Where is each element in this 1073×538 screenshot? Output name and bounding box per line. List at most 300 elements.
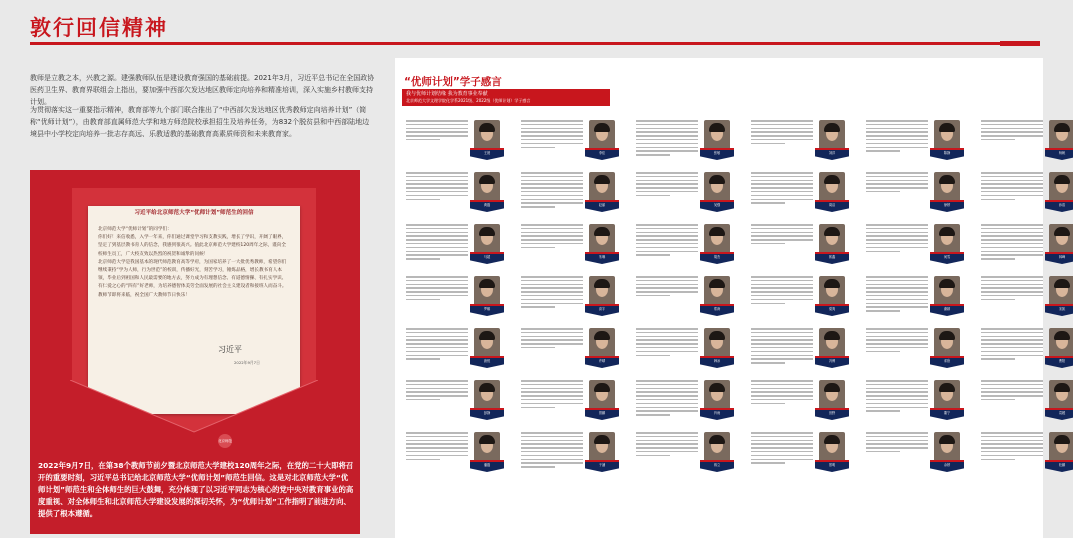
testimonial-title: “优师计划”学子感言: [404, 76, 502, 88]
text-line: [521, 247, 555, 249]
text-line: [521, 239, 583, 241]
text-line: [521, 303, 583, 305]
text-line: [751, 191, 813, 193]
testimonial-text: [751, 276, 813, 306]
text-line: [751, 391, 813, 393]
student-name: 梁爽: [828, 307, 836, 311]
text-line: [521, 347, 555, 349]
text-line: [981, 351, 1043, 353]
text-line: [406, 276, 468, 278]
text-line: [406, 459, 440, 461]
text-line: [636, 187, 698, 189]
text-line: [751, 455, 813, 457]
student-name: 许晴: [598, 359, 606, 363]
student-card: [634, 430, 752, 482]
student-card: [749, 222, 867, 274]
text-line: [981, 395, 1043, 397]
text-line: [866, 303, 928, 305]
letter-date: 2022年9月7日: [234, 360, 260, 365]
student-card: [404, 274, 522, 326]
text-line: [521, 143, 583, 145]
text-line: [866, 176, 928, 178]
text-line: [636, 276, 698, 278]
photo-hair: [709, 331, 725, 340]
text-line: [866, 391, 928, 393]
text-line: [981, 343, 1043, 345]
text-line: [636, 443, 698, 445]
text-line: [636, 432, 698, 434]
text-line: [636, 384, 698, 386]
testimonial-text: [521, 328, 583, 351]
student-photo: [589, 432, 615, 462]
photo-hair: [709, 227, 725, 236]
text-line: [981, 128, 1043, 130]
text-line: [406, 251, 468, 253]
photo-hair: [594, 435, 610, 444]
testimonial-text: [406, 328, 468, 362]
text-line: [406, 436, 468, 438]
text-line: [751, 362, 785, 364]
student-name: 孙浩: [1058, 203, 1066, 207]
student-photo: [819, 120, 845, 150]
photo-hair: [479, 227, 495, 236]
testimonial-banner: [402, 89, 610, 106]
text-line: [981, 172, 1043, 174]
seal-stamp: 北京师范: [218, 434, 232, 448]
text-line: [866, 131, 928, 133]
student-photo: [589, 328, 615, 358]
student-name: 王晨: [483, 151, 491, 155]
testimonial-text: [751, 380, 813, 407]
student-card: [519, 378, 637, 430]
text-line: [521, 228, 583, 230]
photo-hair: [594, 175, 610, 184]
text-line: [521, 339, 583, 341]
text-line: [636, 339, 698, 341]
text-line: [866, 180, 928, 182]
text-line: [981, 451, 1043, 453]
text-line: [866, 172, 928, 174]
text-line: [521, 284, 583, 286]
student-name: 邓欣: [943, 359, 951, 363]
student-card: [634, 118, 752, 170]
text-line: [751, 447, 813, 449]
text-line: [981, 339, 1043, 341]
testimonial-text: [521, 172, 583, 210]
text-line: [981, 347, 1043, 349]
text-line: [751, 384, 813, 386]
student-card: [519, 170, 637, 222]
text-line: [866, 336, 928, 338]
text-line: [866, 403, 928, 405]
student-name: 曹阳: [1058, 359, 1066, 363]
text-line: [866, 339, 928, 341]
text-line: [981, 399, 1015, 401]
photo-hair: [1054, 279, 1070, 288]
text-line: [406, 343, 468, 345]
text-line: [981, 235, 1043, 237]
photo-hair: [1054, 175, 1070, 184]
text-line: [521, 191, 583, 193]
text-line: [636, 191, 698, 193]
text-line: [406, 224, 468, 226]
text-line: [406, 180, 468, 182]
testimonial-text: [981, 432, 1043, 462]
student-name: 杨帆: [1058, 151, 1066, 155]
banner-line-1: 我与优师计划结缘 我为教育事业奉献: [406, 91, 488, 97]
text-line: [406, 187, 468, 189]
student-card: [404, 326, 522, 378]
photo-hair: [1054, 123, 1070, 132]
photo-hair: [939, 279, 955, 288]
photo-hair: [709, 123, 725, 132]
text-line: [751, 124, 813, 126]
student-photo: [704, 172, 730, 202]
student-photo: [1049, 172, 1073, 202]
student-card: [979, 326, 1073, 378]
photo-hair: [709, 175, 725, 184]
student-name: 唐悦: [483, 359, 491, 363]
text-line: [981, 384, 1043, 386]
student-name: 赵丽: [598, 203, 606, 207]
student-photo: [474, 276, 500, 306]
testimonial-text: [521, 276, 583, 310]
text-line: [406, 455, 468, 457]
text-line: [981, 432, 1043, 434]
text-line: [866, 410, 900, 412]
student-name: 郭鑫: [828, 255, 836, 259]
text-line: [636, 280, 698, 282]
text-line: [406, 228, 468, 230]
text-line: [866, 224, 928, 226]
testimonial-text: [636, 380, 698, 418]
testimonial-text: [636, 172, 698, 199]
student-photo: [1049, 224, 1073, 254]
student-card: [864, 378, 982, 430]
text-line: [636, 131, 698, 133]
text-line: [636, 440, 698, 442]
student-photo: [819, 172, 845, 202]
text-line: [406, 243, 468, 245]
text-line: [981, 247, 1043, 249]
text-line: [751, 343, 813, 345]
student-card: [864, 118, 982, 170]
text-line: [521, 395, 583, 397]
photo-hair: [939, 123, 955, 132]
student-name: 蒋立: [713, 463, 721, 467]
text-line: [636, 328, 698, 330]
text-line: [636, 388, 698, 390]
text-line: [521, 183, 583, 185]
envelope-front: [70, 380, 318, 460]
student-card: [864, 222, 982, 274]
text-line: [866, 347, 928, 349]
student-photo: [704, 328, 730, 358]
photo-hair: [479, 175, 495, 184]
student-photo: [589, 120, 615, 150]
text-line: [636, 124, 698, 126]
text-line: [981, 355, 1043, 357]
student-photo: [704, 120, 730, 150]
student-name: 田野: [828, 411, 836, 415]
text-line: [406, 172, 468, 174]
photo-hair: [479, 435, 495, 444]
text-line: [981, 284, 1043, 286]
intro-paragraph-1: 教师是立教之本，兴教之源。建强教师队伍是建设教育强国的基础前提。2021年3月，习近平总书记在全国政协医药卫生界、教育界联组会上指出，要加强中西部欠发达地区教师定向培养和精准培训，深入实施乡村教师支持计划。: [30, 74, 375, 106]
text-line: [981, 358, 1015, 360]
text-line: [521, 195, 583, 197]
student-photo: [474, 432, 500, 462]
text-line: [406, 120, 468, 122]
text-line: [636, 343, 698, 345]
text-line: [866, 124, 928, 126]
text-line: [866, 243, 928, 245]
text-line: [981, 299, 1015, 301]
text-line: [521, 306, 555, 308]
text-line: [636, 451, 698, 453]
text-line: [406, 135, 468, 137]
text-line: [751, 355, 813, 357]
student-photo: [1049, 120, 1073, 150]
text-line: [751, 462, 785, 464]
text-line: [751, 459, 813, 461]
testimonial-text: [406, 224, 468, 262]
text-line: [406, 347, 468, 349]
student-name: 于涵: [598, 463, 606, 467]
text-line: [521, 440, 583, 442]
text-line: [866, 299, 928, 301]
student-card: [864, 170, 982, 222]
student-name: 余婷: [943, 463, 951, 467]
text-line: [981, 254, 1043, 256]
student-photo: [704, 432, 730, 462]
text-line: [751, 135, 813, 137]
text-line: [866, 432, 928, 434]
text-line: [866, 443, 928, 445]
text-line: [406, 183, 468, 185]
title-divider-accent: [1000, 41, 1040, 46]
text-line: [521, 124, 583, 126]
text-line: [751, 336, 813, 338]
text-line: [751, 224, 813, 226]
photo-hair: [824, 331, 840, 340]
photo-hair: [594, 279, 610, 288]
text-line: [981, 291, 1043, 293]
text-line: [521, 232, 583, 234]
text-line: [521, 432, 583, 434]
student-photo: [934, 380, 960, 410]
text-line: [636, 172, 698, 174]
photo-hair: [1054, 435, 1070, 444]
text-line: [981, 120, 1043, 122]
text-line: [521, 451, 583, 453]
text-line: [521, 399, 583, 401]
banner-line-2: 北京师范大学文理学院化学系2021级、2022级（优师计划）学子感言: [406, 98, 531, 103]
text-line: [406, 254, 468, 256]
text-line: [866, 280, 928, 282]
text-line: [406, 287, 468, 289]
text-line: [866, 135, 928, 137]
text-line: [636, 287, 698, 289]
student-card: [749, 430, 867, 482]
text-line: [981, 436, 1043, 438]
text-line: [406, 191, 468, 193]
text-line: [866, 407, 928, 409]
student-name: 胡杰: [713, 255, 721, 259]
text-line: [636, 410, 698, 412]
student-card: [634, 326, 752, 378]
student-name: 郑涛: [713, 307, 721, 311]
text-line: [981, 224, 1043, 226]
text-line: [636, 254, 670, 256]
text-line: [636, 332, 698, 334]
testimonial-text: [751, 328, 813, 366]
text-line: [866, 310, 900, 312]
student-name: 潘磊: [483, 463, 491, 467]
text-line: [636, 395, 698, 397]
text-line: [406, 291, 468, 293]
student-name: 刘洋: [828, 151, 836, 155]
text-line: [866, 276, 928, 278]
student-photo: [1049, 328, 1073, 358]
text-line: [636, 403, 698, 405]
photo-hair: [479, 383, 495, 392]
text-line: [751, 183, 813, 185]
text-line: [521, 466, 555, 468]
student-name: 谢颖: [943, 307, 951, 311]
student-photo: [819, 224, 845, 254]
text-line: [406, 451, 468, 453]
student-card: [404, 378, 522, 430]
text-line: [981, 388, 1043, 390]
text-line: [981, 187, 1043, 189]
letter-body: 北京师范大学“优师计划”的同学们： 你们好！来信收悉，入学一年来，你们通过课堂学习和支教实践，增长了学识，开阔了眼界，坚定了到基层教书育人的信念，我感到很高兴。值此北京师范大学建校120周年之际，谨向全校师生员工，广大校友致以热烈的祝贺和诚挚的问候！ 北京师范大学是我国基本的现代师范教育高等学府，为国家培养了一大批优秀教师，希望你们继续秉持“学为人师，行为世范”的校训，传播好光，刻苦学习，锤炼品格，增长教书育人本领，毕业后到祖国和人民最需要的地方去，努力成为有理想信念、有道德情操、有扎实学识、有仁爱之心的“四有”好老师，为培养德智体美劳全面发展的社会主义建设者和接班人而奋斗。 教师节即将来临，祝全国广大教师节日快乐！: [98, 227, 287, 298]
text-line: [751, 232, 813, 234]
student-photo: [934, 328, 960, 358]
text-line: [521, 135, 583, 137]
text-line: [521, 176, 583, 178]
text-line: [636, 295, 670, 297]
photo-hair: [479, 279, 495, 288]
letter-panel: [30, 170, 360, 534]
photo-hair: [824, 227, 840, 236]
text-line: [981, 243, 1043, 245]
text-line: [406, 295, 468, 297]
text-line: [521, 380, 583, 382]
photo-hair: [594, 331, 610, 340]
student-name: 朱琳: [598, 255, 606, 259]
text-line: [636, 347, 698, 349]
text-line: [751, 339, 813, 341]
student-name: 曾鹏: [598, 411, 606, 415]
text-line: [406, 124, 468, 126]
text-line: [406, 339, 468, 341]
text-line: [981, 176, 1043, 178]
text-line: [636, 414, 670, 416]
text-line: [636, 147, 698, 149]
photo-hair: [939, 175, 955, 184]
text-line: [751, 187, 813, 189]
text-line: [866, 251, 900, 253]
testimonial-text: [866, 120, 928, 154]
text-line: [521, 139, 583, 141]
testimonial-text: [406, 432, 468, 462]
text-line: [521, 243, 583, 245]
student-name: 张敏: [713, 151, 721, 155]
student-photo: [589, 172, 615, 202]
text-line: [521, 343, 583, 345]
student-name: 冯博: [828, 359, 836, 363]
student-card: [404, 170, 522, 222]
testimonial-text: [406, 276, 468, 303]
text-line: [521, 147, 555, 149]
text-line: [406, 384, 468, 386]
text-line: [751, 176, 813, 178]
text-line: [981, 440, 1043, 442]
student-photo: [474, 328, 500, 358]
student-photo: [819, 276, 845, 306]
text-line: [406, 443, 468, 445]
student-card: [634, 170, 752, 222]
student-name: 李佳: [598, 151, 606, 155]
text-line: [636, 351, 698, 353]
text-line: [866, 228, 928, 230]
text-line: [406, 355, 468, 357]
student-photo: [589, 224, 615, 254]
photo-hair: [939, 331, 955, 340]
student-card: [979, 430, 1073, 482]
title-divider: [30, 42, 1040, 45]
text-line: [751, 380, 813, 382]
testimonial-text: [521, 432, 583, 470]
text-line: [981, 295, 1043, 297]
page-title: 敦行回信精神: [30, 16, 168, 40]
text-line: [636, 391, 698, 393]
text-line: [751, 399, 813, 401]
student-photo: [704, 276, 730, 306]
photo-hair: [479, 123, 495, 132]
student-card: [979, 170, 1073, 222]
text-line: [981, 447, 1043, 449]
text-line: [636, 180, 698, 182]
student-name: 马超: [483, 255, 491, 259]
student-card: [519, 430, 637, 482]
text-line: [751, 280, 813, 282]
student-card: [749, 378, 867, 430]
text-line: [406, 299, 440, 301]
text-line: [521, 131, 583, 133]
text-line: [866, 139, 928, 141]
student-name: 周洁: [828, 203, 836, 207]
text-line: [521, 436, 583, 438]
text-line: [636, 436, 698, 438]
student-photo: [934, 224, 960, 254]
text-line: [751, 395, 813, 397]
text-line: [521, 388, 583, 390]
student-card: [979, 274, 1073, 326]
photo-hair: [824, 435, 840, 444]
text-line: [636, 176, 698, 178]
text-line: [521, 299, 583, 301]
text-line: [981, 258, 1015, 260]
photo-hair: [709, 383, 725, 392]
text-line: [751, 440, 813, 442]
text-line: [981, 380, 1043, 382]
student-name: 陈静: [943, 151, 951, 155]
testimonial-text: [636, 224, 698, 258]
student-card: [519, 118, 637, 170]
student-name: 高宇: [598, 307, 606, 311]
